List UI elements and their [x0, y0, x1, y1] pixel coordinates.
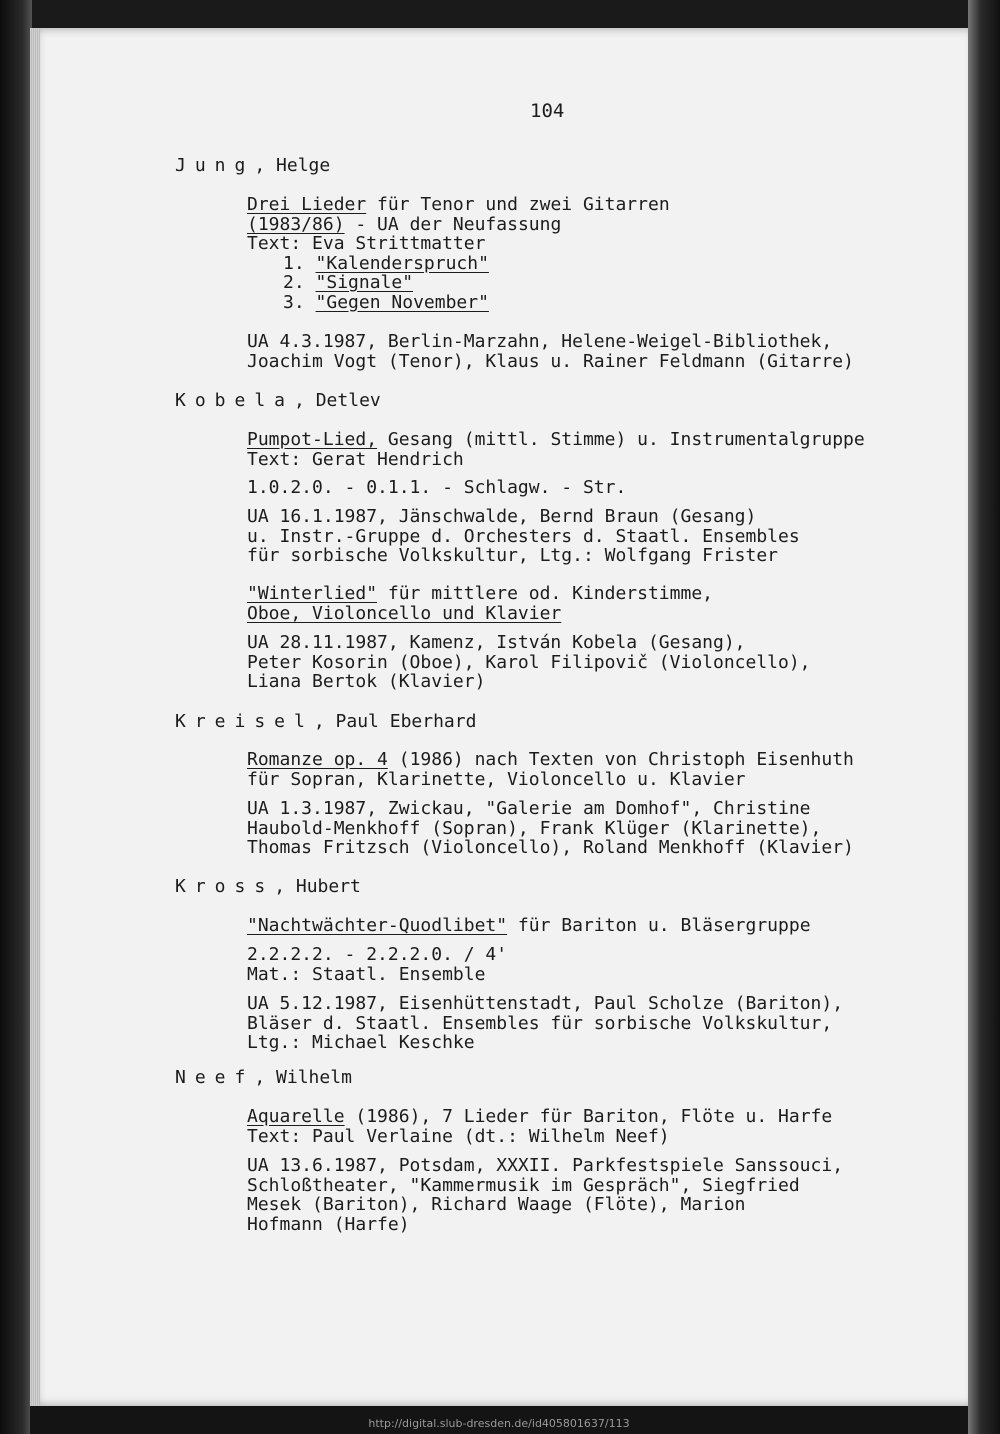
premiere-line: Ltg.: Michael Keschke — [247, 1032, 475, 1053]
premiere-block — [247, 633, 811, 692]
part-title: "Kalenderspruch" — [315, 252, 489, 274]
work-description: für Tenor und zwei Gitarren — [366, 194, 670, 215]
composer-firstname: Detlev — [315, 390, 381, 411]
composer-surname: Kobela — [175, 390, 295, 411]
work-line: für Sopran, Klarinette, Violoncello u. Klavier — [247, 768, 746, 790]
work-block — [247, 916, 811, 936]
work-title-line — [247, 584, 713, 604]
document-page — [30, 28, 968, 1406]
work-block — [247, 1107, 832, 1146]
page-edge-stack — [30, 28, 40, 1406]
footer-url: http://digital.slub-dresden.de/id405801637/113 — [368, 1417, 630, 1430]
composer-heading: Jung, Helge — [175, 155, 331, 176]
premiere-block — [247, 332, 854, 371]
composer-heading: Kross, Hubert — [175, 876, 361, 897]
material: Mat.: Staatl. Ensemble — [247, 963, 486, 985]
premiere-line: UA 1.3.1987, Zwickau, "Galerie am Domhof", Christine — [247, 798, 811, 819]
list-item — [247, 254, 670, 274]
text-credit: Text: Gerat Hendrich — [247, 448, 464, 470]
work-block — [247, 195, 670, 312]
composer-surname: Kross — [175, 876, 275, 897]
list-number: 2. — [283, 272, 305, 293]
composer-surname: Jung — [175, 155, 255, 176]
premiere-line: für sorbische Volkskultur, Ltg.: Wolfgang Frister — [247, 545, 779, 566]
scan-frame-right — [968, 0, 1000, 1434]
list-item — [247, 293, 670, 313]
work-description: für Bariton u. Bläsergruppe — [507, 915, 811, 936]
composer-heading: Kreisel, Paul Eberhard — [175, 711, 477, 732]
part-title: "Gegen November" — [315, 291, 489, 313]
composer-heading: Kobela, Detlev — [175, 390, 381, 411]
premiere-line: Schloßtheater, "Kammermusik im Gespräch", Siegfried — [247, 1174, 800, 1196]
premiere-line: UA 16.1.1987, Jänschwalde, Bernd Braun (Gesang) — [247, 506, 757, 527]
premiere-line: Thomas Fritzsch (Violoncello), Roland Menkhoff (Klavier) — [247, 837, 854, 858]
work-description: (1986), 7 Lieder für Bariton, Flöte u. Harfe — [344, 1106, 833, 1127]
premiere-block — [247, 994, 843, 1053]
composer-heading: Neef, Wilhelm — [175, 1067, 352, 1088]
work-title: Aquarelle — [247, 1106, 345, 1127]
list-item — [247, 273, 670, 293]
composer-firstname: Wilhelm — [276, 1067, 352, 1088]
work-title-line — [247, 430, 865, 450]
composer-surname: Neef — [175, 1067, 255, 1088]
work-title: "Winterlied" — [247, 583, 378, 604]
text-credit: Text: Eva Strittmatter — [247, 233, 486, 254]
premiere-line: Bläser d. Staatl. Ensembles für sorbische Volkskultur, — [247, 1012, 833, 1034]
work-title-line — [247, 750, 854, 770]
text-credit: Text: Paul Verlaine (dt.: Wilhelm Neef) — [247, 1125, 670, 1147]
work-title-line — [247, 1107, 832, 1127]
scoring-block — [247, 945, 507, 984]
premiere-line: UA 28.11.1987, Kamenz, István Kobela (Gesang), — [247, 632, 746, 653]
work-line: Oboe, Violoncello und Klavier — [247, 602, 562, 624]
list-number: 1. — [283, 252, 305, 274]
premiere-line: Liana Bertok (Klavier) — [247, 671, 486, 692]
page-number: 104 — [530, 100, 565, 122]
work-years: (1983/86) — [247, 213, 345, 235]
premiere-block — [247, 507, 800, 566]
work-title: Drei Lieder — [247, 194, 367, 215]
work-block — [247, 750, 854, 789]
composer-firstname: Hubert — [295, 876, 361, 897]
work-block — [247, 584, 713, 623]
work-line — [247, 215, 670, 235]
page-content — [30, 28, 968, 1406]
work-description: Gesang (mittl. Stimme) u. Instrumentalgruppe — [377, 429, 865, 450]
scoring: 1.0.2.0. - 0.1.1. - Schlagw. - Str. — [247, 477, 627, 498]
premiere-line: Mesek (Bariton), Richard Waage (Flöte), Marion — [247, 1194, 746, 1215]
premiere-line: Joachim Vogt (Tenor), Klaus u. Rainer Feldmann (Gitarre) — [247, 350, 854, 372]
work-title: Pumpot-Lied, — [247, 429, 378, 450]
premiere-line: Haubold-Menkhoff (Sopran), Frank Klüger (Klarinette), — [247, 817, 822, 839]
premiere-line: u. Instr.-Gruppe d. Orchesters d. Staatl. Ensembles — [247, 525, 800, 547]
scoring: 2.2.2.2. - 2.2.2.0. / 4' — [247, 944, 508, 965]
premiere-line: UA 13.6.1987, Potsdam, XXXII. Parkfestspiele Sanssouci, — [247, 1155, 844, 1176]
composer-firstname: Paul Eberhard — [335, 711, 477, 732]
premiere-line: UA 4.3.1987, Berlin-Marzahn, Helene-Weigel-Bibliothek, — [247, 331, 833, 352]
work-title: Romanze op. 4 — [247, 749, 388, 770]
premiere-block — [247, 1156, 843, 1234]
work-description: für mittlere od. Kinderstimme, — [377, 583, 713, 604]
premiere-line: UA 5.12.1987, Eisenhüttenstadt, Paul Scholze (Bariton), — [247, 993, 844, 1014]
premiere-line: Peter Kosorin (Oboe), Karol Filipovič (Violoncello), — [247, 651, 811, 673]
premiere-block — [247, 799, 854, 858]
work-title-line — [247, 195, 670, 215]
bottom-band — [30, 1406, 968, 1434]
composer-surname: Kreisel — [175, 711, 314, 732]
work-description: (1986) nach Texten von Christoph Eisenhuth — [387, 749, 854, 770]
work-title: "Nachtwächter-Quodlibet" — [247, 915, 508, 936]
work-block — [247, 430, 865, 469]
part-title: "Signale" — [315, 272, 414, 293]
composer-firstname: Helge — [276, 155, 331, 176]
list-number: 3. — [283, 291, 305, 313]
scan-frame-left — [0, 0, 32, 1434]
work-version: - UA der Neufassung — [344, 213, 562, 235]
premiere-line: Hofmann (Harfe) — [247, 1213, 410, 1235]
work-title-line — [247, 916, 811, 936]
